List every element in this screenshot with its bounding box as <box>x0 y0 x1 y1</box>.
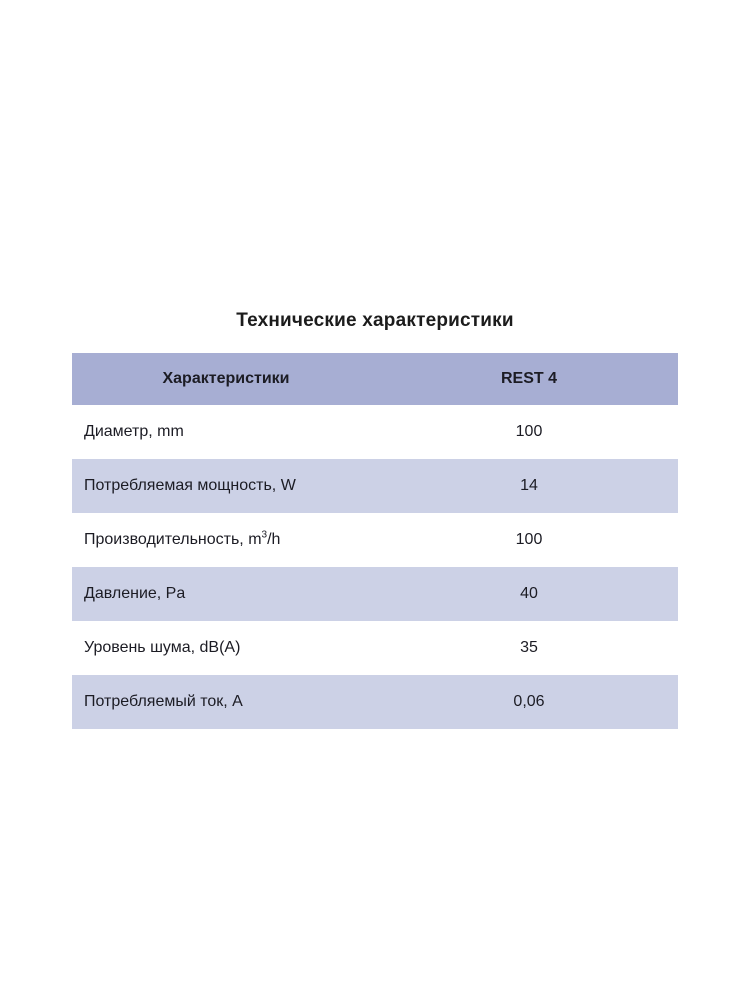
row-value: 14 <box>520 477 538 494</box>
header-model-rest4: REST 4 <box>500 370 557 387</box>
table-row <box>72 513 678 567</box>
row-label: Диаметр, mm <box>84 423 184 440</box>
header-characteristics: Характеристики <box>162 370 290 387</box>
table-header-row <box>72 353 678 405</box>
row-value: 0,06 <box>513 693 545 710</box>
table-body <box>72 405 678 729</box>
table-row <box>72 675 678 729</box>
table-row <box>72 621 678 675</box>
table-row <box>72 567 678 621</box>
row-label: Потребляемая мощность, W <box>84 477 296 494</box>
row-label: Производительность, $m^3/h$ <box>84 529 281 548</box>
page-title: Технические характеристики <box>236 310 514 331</box>
row-label: Давление, Pa <box>84 585 186 602</box>
row-label: Уровень шума, dB(A) <box>84 639 241 656</box>
row-value: 100 <box>515 423 543 440</box>
row-label: Потребляемый ток, A <box>84 693 243 710</box>
row-value: 40 <box>520 585 538 602</box>
table-row <box>72 459 678 513</box>
row-value: 100 <box>515 531 543 548</box>
table-row <box>72 405 678 459</box>
specifications-table <box>72 353 678 729</box>
superscript: 3 <box>261 529 268 541</box>
row-value: 35 <box>520 639 538 656</box>
